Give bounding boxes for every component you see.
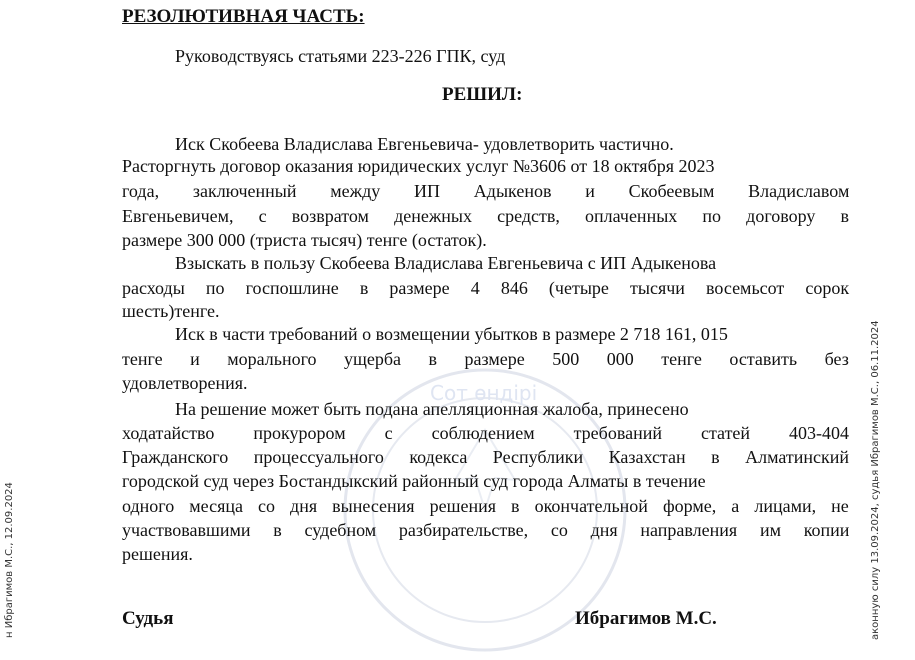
section-heading: РЕЗОЛЮТИВНАЯ ЧАСТЬ: bbox=[122, 6, 365, 27]
paragraph-damages-line-3: удовлетворения. bbox=[122, 373, 248, 393]
paragraph-terminate-line-2: года, заключенный между ИП Адыкенов и Скобеевым Владиславом bbox=[122, 181, 850, 201]
paragraph-terminate-line-4: размере 300 000 (триста тысяч) тенге (остаток). bbox=[122, 230, 487, 250]
paragraph-appeal-line-5: одного месяца со дня вынесения решения в окончательной форме, а лицами, не bbox=[122, 496, 849, 516]
signature-role: Судья bbox=[122, 608, 174, 629]
paragraph-appeal-line-2: ходатайство прокурором с соблюдением требований статей 403-404 bbox=[122, 423, 850, 443]
paragraph-terminate-line-1: Расторгнуть договор оказания юридических услуг №3606 от 18 октября 2023 bbox=[122, 156, 715, 176]
paragraph-recover-line-2: расходы по госпошлине в размере 4 846 (четыре тысячи восемьсот сорок bbox=[122, 278, 850, 298]
paragraph-damages-line-2: тенге и морального ущерба в размере 500 000 тенге оставить без bbox=[122, 349, 849, 369]
seal-text: Сот өндірі bbox=[430, 381, 538, 405]
paragraph-appeal-line-6: участвовавшими в судебном разбирательстве, со дня направления им копии bbox=[122, 520, 850, 540]
decided-heading: РЕШИЛ: bbox=[442, 84, 523, 105]
paragraph-recover-line-3: шесть)тенге. bbox=[122, 301, 220, 321]
paragraph-appeal-line-3: Гражданского процессуального кодекса Республики Казахстан в Алматинский bbox=[122, 447, 850, 467]
paragraph-appeal-line-1: На решение может быть подана апелляционная жалоба, принесено bbox=[175, 399, 689, 419]
paragraph-damages-line-1: Иск в части требований о возмещении убытков в размере 2 718 161, 015 bbox=[175, 324, 728, 344]
left-side-stamp: н Ибрагимов М.С., 12.09.2024 bbox=[4, 482, 15, 638]
paragraph-appeal-line-7: решения. bbox=[122, 544, 193, 564]
paragraph-recover-line-1: Взыскать в пользу Скобеева Владислава Евгеньевича с ИП Адыкенова bbox=[175, 253, 717, 273]
right-side-stamp: аконную силу 13.09.2024, судья Ибрагимов М.С., 06.11.2024 bbox=[870, 320, 881, 640]
paragraph-terminate-line-3: Евгеньевичем, с возвратом денежных средств, оплаченных по договору в bbox=[122, 206, 850, 226]
paragraph-claim-partial: Иск Скобеева Владислава Евгеньевича- удовлетворить частично. bbox=[175, 134, 674, 154]
guided-by-text: Руководствуясь статьями 223-226 ГПК, суд bbox=[175, 46, 506, 66]
paragraph-appeal-line-4: городской суд через Бостандыкский районный суд города Алматы в течение bbox=[122, 471, 706, 491]
signature-name: Ибрагимов М.С. bbox=[575, 608, 717, 629]
